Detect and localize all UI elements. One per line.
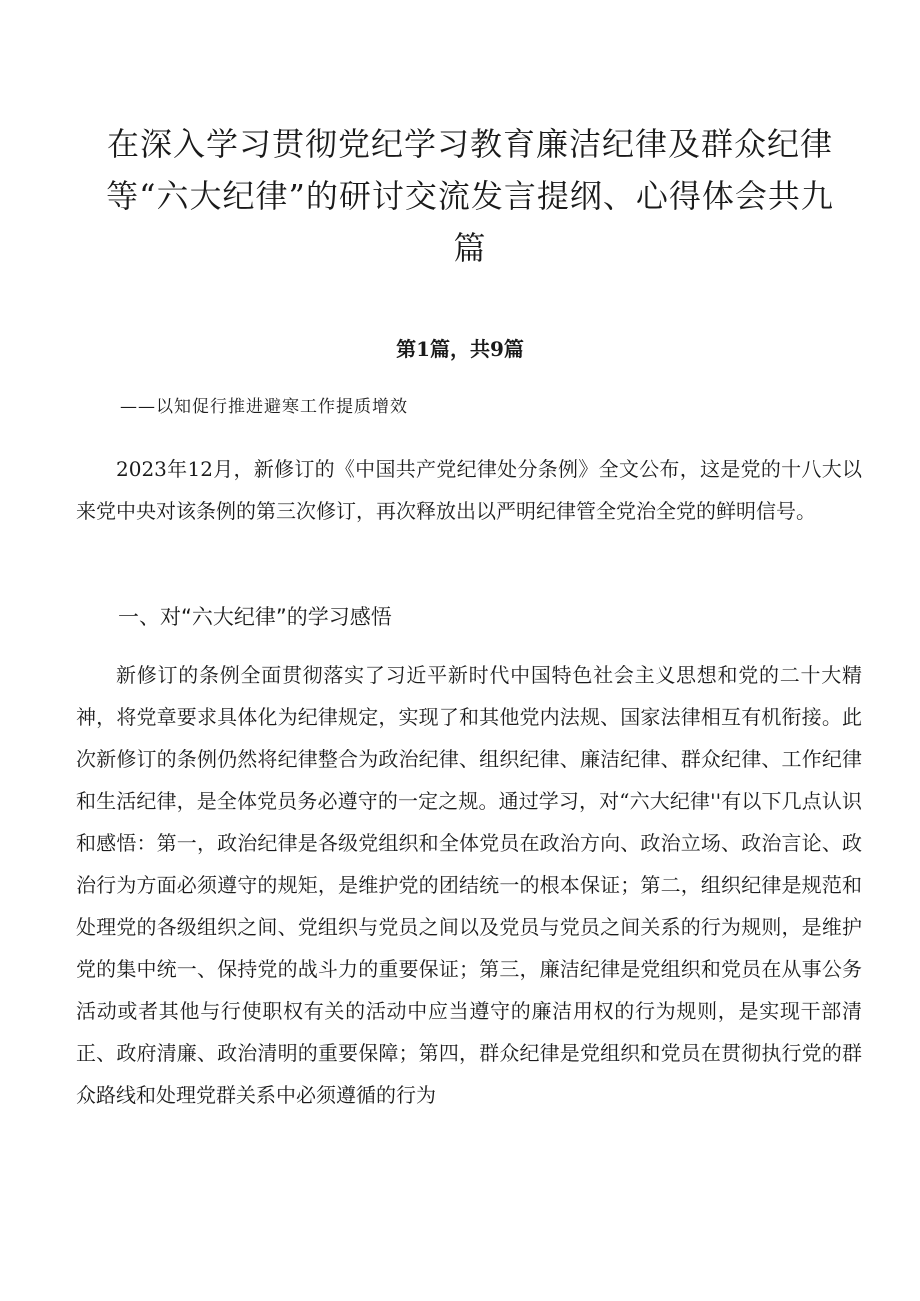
paragraph-intro: 2023年12月，新修订的《中国共产党纪律处分条例》全文公布，这是党的十八大以来党中央对该条例的第三次修订，再次释放出以严明纪律管全党治全党的鲜明信号。	[76, 457, 862, 523]
document-title: 在深入学习贯彻党纪学习教育廉洁纪律及群众纪律等“六大纪律”的研讨交流发言提纲、心得体会共九篇	[106, 125, 834, 267]
section-heading-1: 一、对“六大纪律”的学习感悟	[118, 605, 392, 629]
document-subtitle: ——以知促行推进避寒工作提质增效	[120, 397, 408, 417]
paragraph-section-1: 新修订的条例全面贯彻落实了习近平新时代中国特色社会主义思想和党的二十大精神，将党章要求具体化为纪律规定，实现了和其他党内法规、国家法律相互有机衔接。此次新修订的条例仍然将纪律整合为政治纪律、组织纪律、廉洁纪律、群众纪律、工作纪律和生活纪律，是全体党员务必遵守的一定之规。通过学习，对“六大纪律''有以下几点认识和感悟：第一，政治纪律是各级党组织和全体党员在政治方向、政治立场、政治言论、政治行为方面必须遵守的规矩，是维护党的团结统一的根本保证；第二，组织纪律是规范和处理党的各级组织之间、党组织与党员之间以及党员与党员之间关系的行为规则，是维护党的集中统一、保持党的战斗力的重要保证；第三，廉洁纪律是党组织和党员在从事公务活动或者其他与行使职权有关的活动中应当遵守的廉洁用权的行为规则，是实现干部清正、政府清廉、政治清明的重要保障；第四，群众纪律是党组织和党员在贯彻执行党的群众路线和处理党群关系中必须遵循的行为	[76, 663, 862, 1107]
part-label: 第1篇，共9篇	[396, 337, 524, 361]
